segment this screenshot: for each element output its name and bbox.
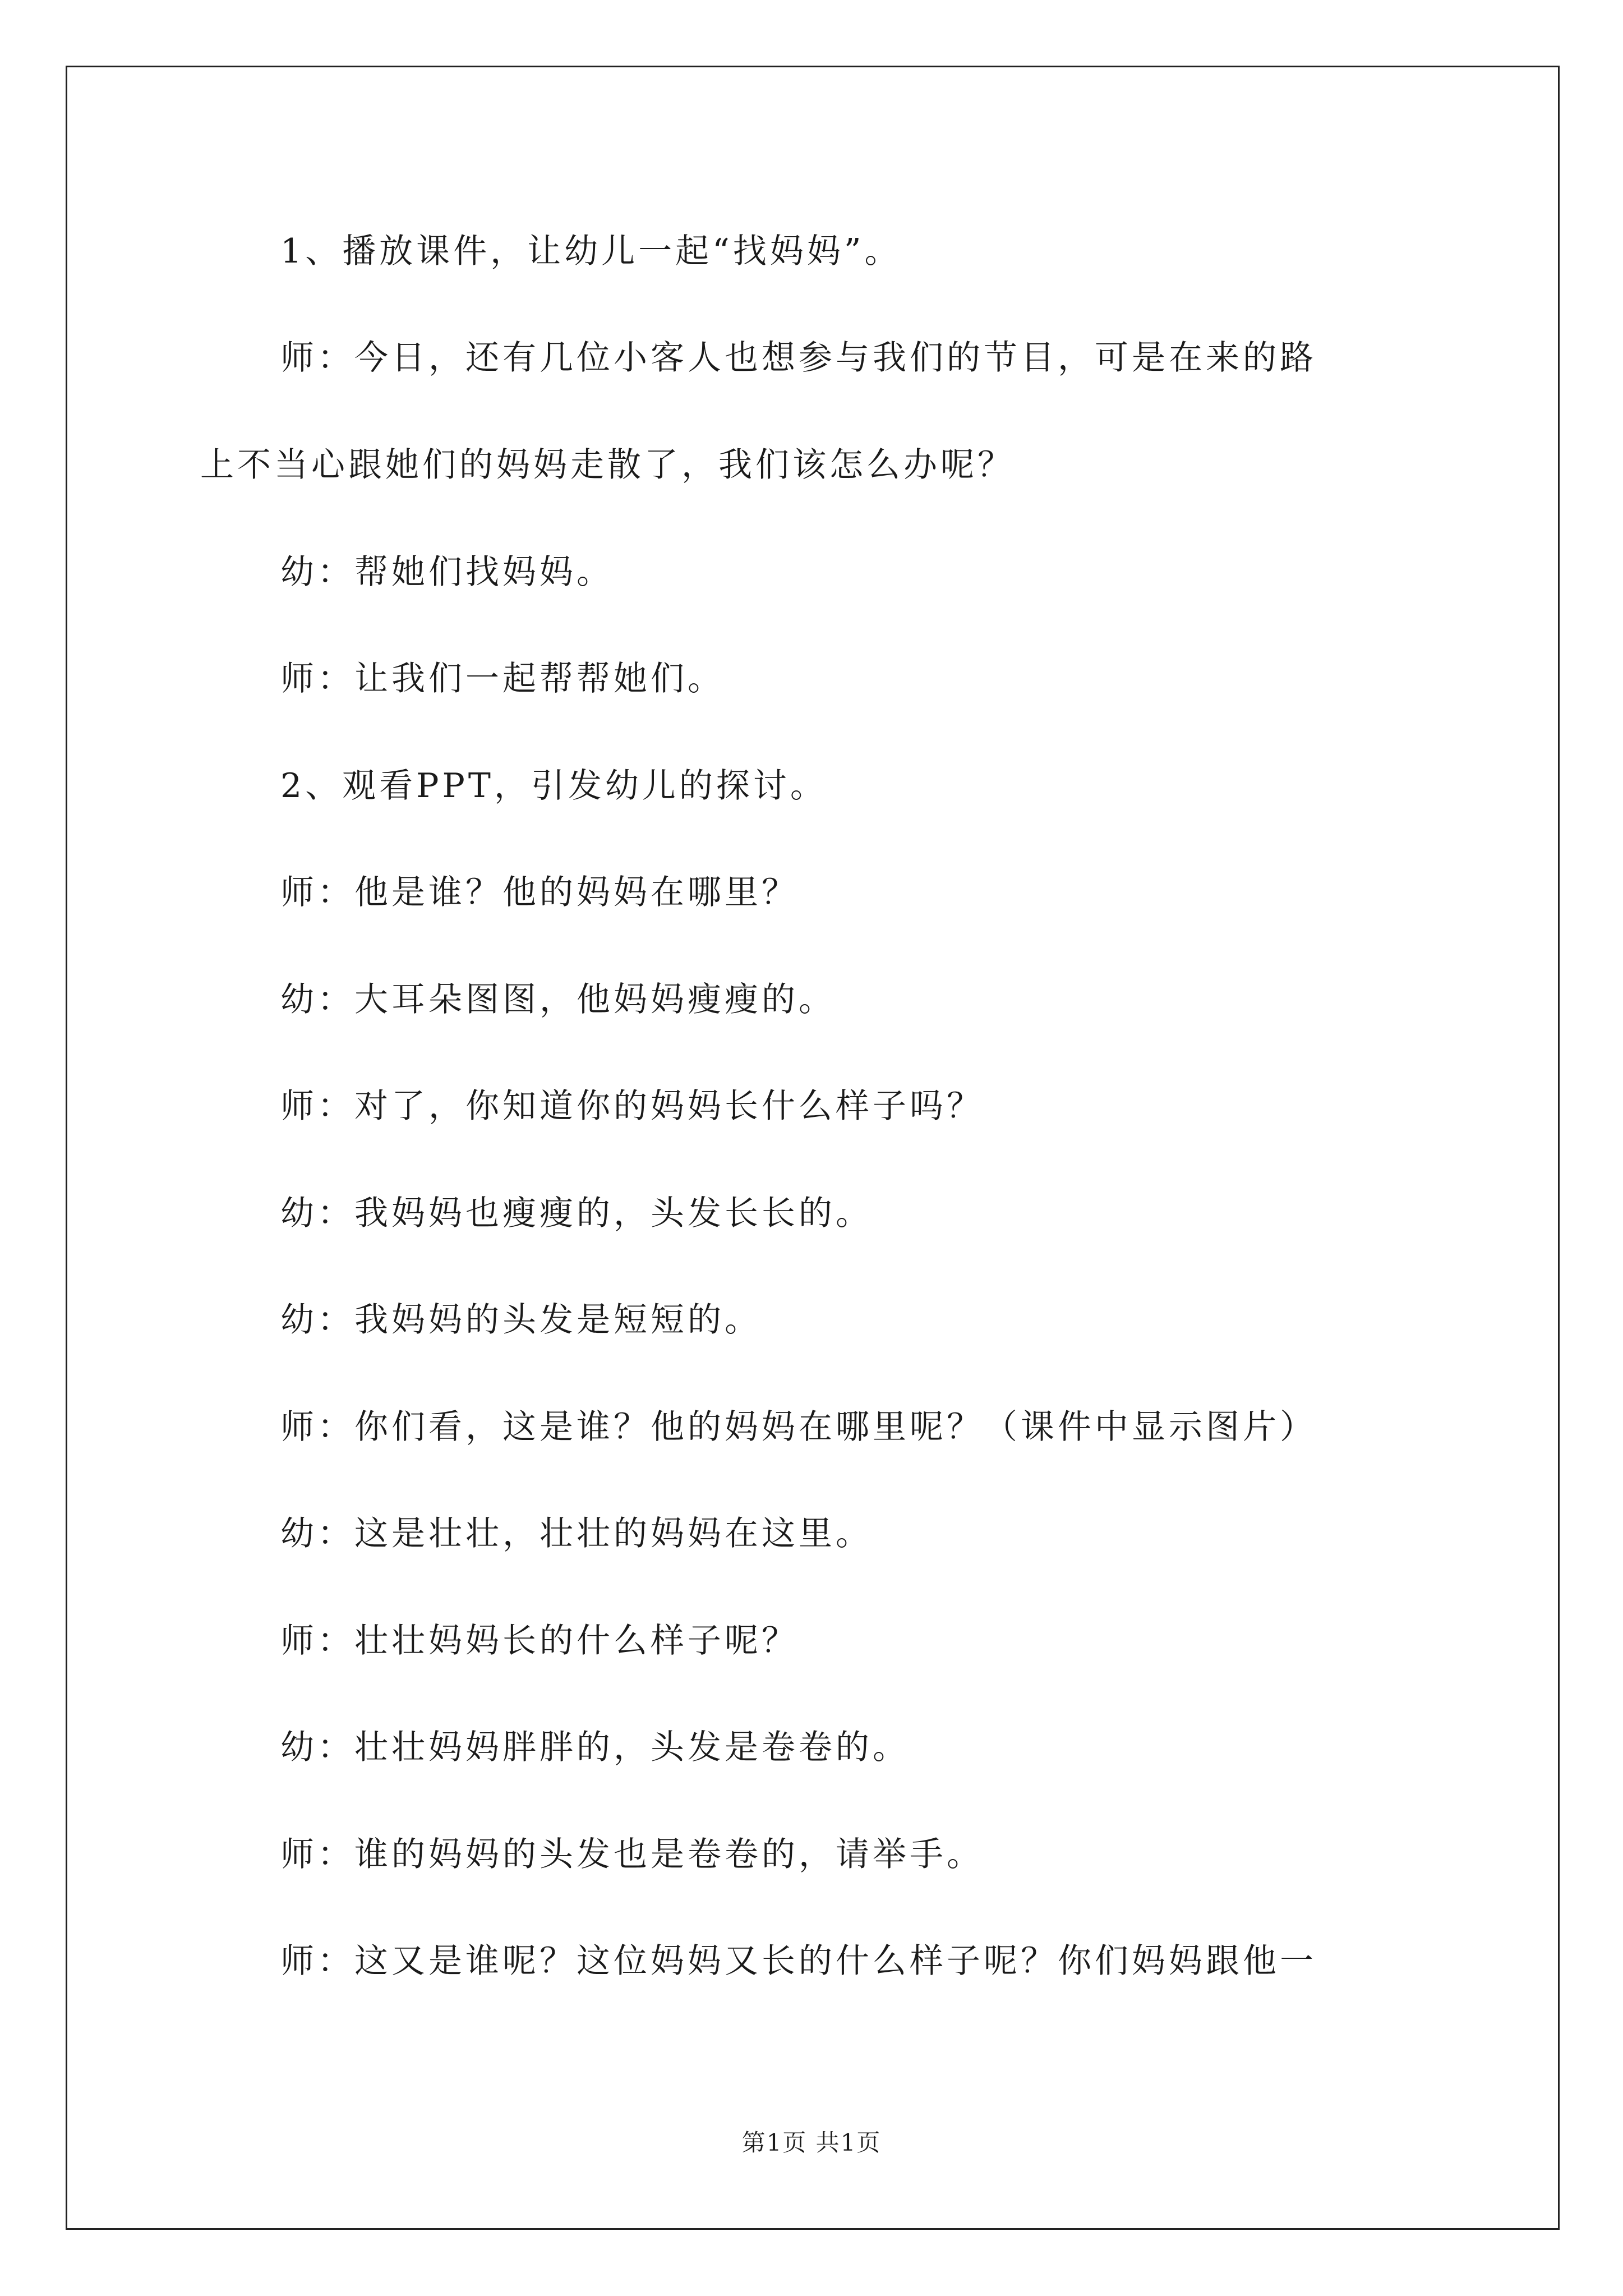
paragraph-9: 幼：我妈妈也瘦瘦的，头发长长的。 — [280, 1194, 873, 1233]
paragraph-14: 幼：壮壮妈妈胖胖的，头发是卷卷的。 — [280, 1728, 910, 1767]
paragraph-16: 师：这又是谁呢？这位妈妈又长的什么样子呢？你们妈妈跟他一 — [280, 1941, 1317, 1981]
page-border — [66, 66, 1560, 2230]
paragraph-8: 师：对了，你知道你的妈妈长什么样子吗？ — [280, 1087, 984, 1126]
page-footer: 第1页 共1页 — [741, 2129, 882, 2156]
paragraph-13: 师：壮壮妈妈长的什么样子呢？ — [280, 1621, 799, 1660]
paragraph-12: 幼：这是壮壮，壮壮的妈妈在这里。 — [280, 1514, 873, 1553]
paragraph-11: 师：你们看，这是谁？他的妈妈在哪里呢？（课件中显示图片） — [280, 1407, 1317, 1447]
paragraph-6: 师：他是谁？他的妈妈在哪里？ — [280, 873, 799, 912]
paragraph-3: 幼：帮她们找妈妈。 — [280, 553, 614, 592]
paragraph-4: 师：让我们一起帮帮她们。 — [280, 659, 725, 698]
paragraph-5: 2、观看PPT，引发幼儿的探讨。 — [280, 766, 827, 806]
paragraph-7: 幼：大耳朵图图，他妈妈瘦瘦的。 — [280, 980, 836, 1019]
paragraph-1: 1、播放课件，让幼儿一起“找妈妈”。 — [280, 232, 902, 271]
paragraph-10: 幼：我妈妈的头发是短短的。 — [280, 1300, 762, 1340]
paragraph-2: 师：今日，还有几位小客人也想参与我们的节目，可是在来的路 — [280, 338, 1317, 378]
paragraph-15: 师：谁的妈妈的头发也是卷卷的，请举手。 — [280, 1835, 984, 1874]
paragraph-2-continued: 上不当心跟她们的妈妈走散了，我们该怎么办呢？ — [200, 445, 1015, 485]
